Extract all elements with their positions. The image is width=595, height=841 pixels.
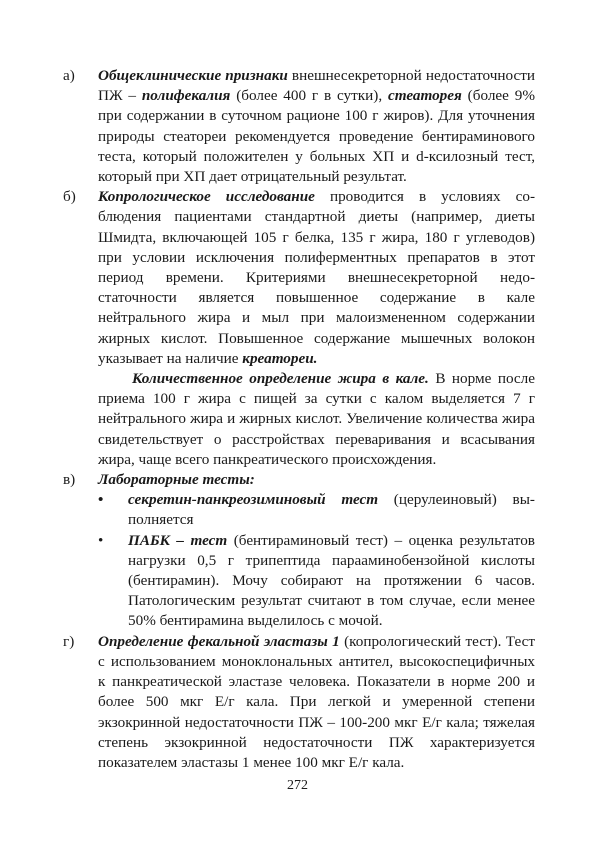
text-run: (более 400 г в сутки),: [230, 87, 388, 105]
page-content: [63, 66, 535, 773]
term-secretin-test: секретин-панкреозиминовый тест: [128, 491, 379, 509]
term-polyfecalia: полифекалия: [141, 87, 231, 105]
list-marker-v: в): [63, 471, 76, 489]
text-run: (копрологический тест). Тест с использованием моноклональных антител, высокоспецифичных к панкреатической эластазе человека. Показатели в норме 200 и более 500 мкг Е/г кала. При легкой и умеренной степени экзокринной недостаточности ПЖ – 100-200 мкг Е/г кала; тяжелая степень экзокринной недостаточности ПЖ характеризуется показателем эластазы 1 менее 100 мкг Е/г кала.: [98, 632, 535, 771]
page-number: 272: [287, 778, 308, 793]
term-steatorrhea: стеаторея: [387, 87, 462, 105]
lab-tests-heading: Лабораторные тесты:: [98, 471, 255, 489]
bullet-pabk: [63, 531, 535, 632]
text-run: (более 9% при содержании в суточном рационе 100 г жиров). Для уточнения природы стеатореи рекомендуется проведение бентираминового теста, который положителен у больных ХП и d-ксилозный тест, который при ХП дает отрицательный результат.: [98, 87, 535, 186]
bullet-pabk-text: [128, 531, 535, 632]
list-item-b: [63, 187, 535, 369]
term-coprological: Копрологическое исследование: [98, 188, 315, 206]
text-run: внешнесекреторной недостаточности ПЖ –: [98, 67, 536, 105]
term-fecal-elastase: Определение фекальной эластазы 1: [98, 632, 340, 650]
text-run: В норме после приема 100 г жира с пищей за сутки с калом выделяется 7 г нейтрального жира и жирных кислот. Увеличение количества жира свидетельствует о расстройствах переваривания и всасывания жира, чаще всего панкреатического происхождения.: [98, 370, 535, 468]
paragraph-fat-quantification: [63, 369, 535, 470]
bullet-secretin: [63, 490, 535, 530]
paragraph-coprological: [98, 187, 535, 369]
text-run: проводится в условиях соблюдения пациентами стандартной диеты (например, диеты Шмидта, включающей 105 г белка, 135 г жира, 180 г углеводов) при условии исключения полиферментных препаратов в этот период времени. Критериями внешнесекреторной недостаточности является повышенное содержание в кале нейтрального жира и мыл при малоизмененном содержании жирных кислот. Повышенное содержание мышечных волокон указывает на наличие: [98, 188, 535, 367]
list-marker-a: а): [63, 67, 75, 84]
term-clinical-signs: Общеклинические признаки: [98, 67, 288, 84]
text-run: (бентираминовый тест) – оценка результатов нагрузки 0,5 г трипептида парааминобензойной кислоты (бентирамин). Мочу собирают на протяжении 6 часов. Патологическим результат считают в том случае, если менее 50% бентирамина выделилось с мочой.: [128, 531, 535, 630]
list-marker-b: б): [63, 188, 76, 206]
term-fat-quantification: Количественное определение жира в кале.: [132, 370, 429, 388]
text-run: (церулеиновый) выполняется: [128, 491, 535, 529]
paragraph-clinical-signs: [98, 66, 535, 187]
list-item-v: [63, 470, 535, 490]
bullet-marker: •: [98, 531, 104, 549]
bullet-secretin-text: [128, 490, 535, 530]
bullet-marker: •: [98, 491, 104, 509]
list-marker-g: г): [63, 632, 75, 650]
term-creatorrhea: креатореи.: [242, 349, 318, 367]
list-item-g: [63, 632, 535, 773]
term-pabk-test: ПАБК – тест: [128, 531, 228, 549]
list-item-a: [63, 66, 535, 187]
paragraph-elastase: [98, 632, 535, 773]
